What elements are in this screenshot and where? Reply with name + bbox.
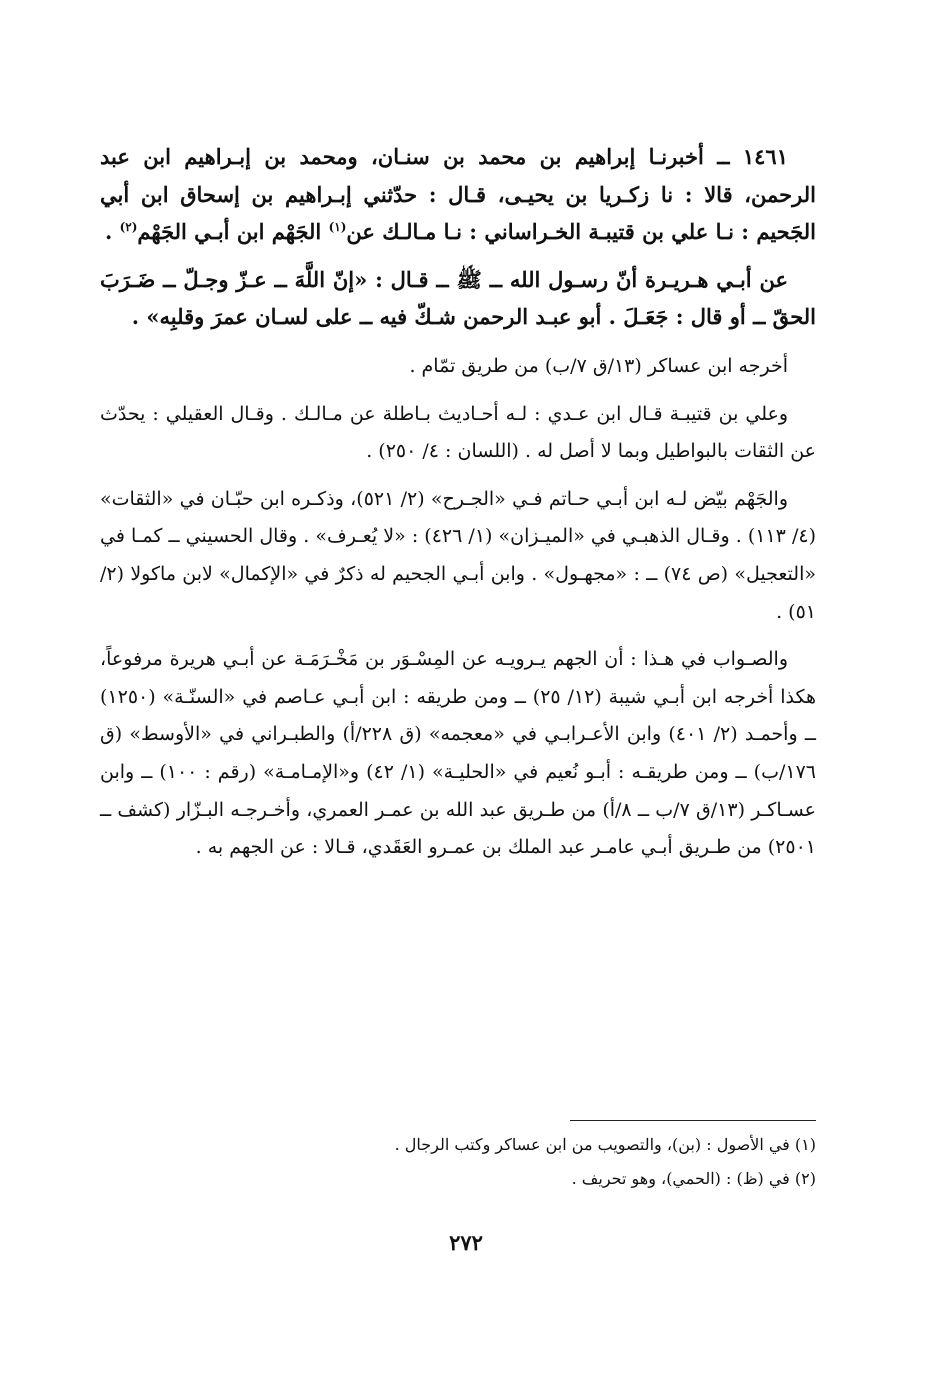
footnote-marker-2[interactable]: (٢) bbox=[119, 220, 138, 235]
isnad-end-text: الجَهْم ابن أبـي الجَهْم bbox=[137, 219, 329, 245]
isnad-close: . bbox=[104, 219, 120, 245]
footnote-2: (٢) في (ظ) : (الحمي)، وهو تحريف . bbox=[571, 1169, 816, 1188]
page-number: ٢٧٢ bbox=[449, 1230, 483, 1255]
commentary-paragraph: والجَهْم بيّض لـه ابن أبـي حـاتم فـي «الجـرح» (٢/ ٥٢١)، وذكـره ابن حبّـان في «الثقات» (٤/ ١١٣) . وقـال الذهبـي في «الميـزان» (١/ ٤٢٦) : «لا يُعـرف» . وقال الحسيني ــ كمـا في «التعجيل» (ص ٧٤) ــ : «مجهـول» . وابن أبـي الجحيم له ذكرٌ في «الإكمال» لابن ماكولا (٢/ ٥١) . bbox=[100, 487, 816, 623]
page-body bbox=[100, 138, 816, 867]
footnote-marker-1[interactable]: (١) bbox=[328, 220, 347, 235]
footnote-1: (١) في الأصول : (بن)، والتصويب من ابن عساكر وكتب الرجال . bbox=[394, 1135, 816, 1154]
footnotes bbox=[100, 1128, 816, 1196]
isnad-text: ١٤٦١ ــ أخبرنـا إبراهيم بن محمد بن سنـان، ومحمد بن إبـراهيم ابن عبد الرحمن، قالا : نا زكـريا بن يحيـى، قـال : حدّثني إبـراهيم بن إسحاق ابن أبي الجَحيم : نـا علي بن قتيبـة الخـراساني : نـا مـالـك عن bbox=[100, 144, 816, 245]
commentary-paragraph: والصـواب في هـذا : أن الجهم يـرويـه عن المِسْـوَر بن مَخْـرَمَـة عن أبـي هريرة مرفوعاً، هكذا أخرجه ابن أبـي شيبة (١٢/ ٢٥) ــ ومن طريقه : ابن أبـي عـاصم في «السنّـة» (١٢٥٠) ــ وأحمـد (٢/ ٤٠١) وابن الأعـرابـي في «معجمه» (ق ٢٢٨/أ) والطبـراني في «الأوسط» (ق ١٧٦/ب) ــ ومن طريقـه : أبـو نُعيم في «الحليـة» (١/ ٤٢) و«الإمـامـة» (رقم : ١٠٠) ــ وابن عسـاكـر (١٣/ق ٧/ب ــ ٨/أ) من طـريق عبد الله بن عمـر العمري، وأخـرجـه البـزّار (كشف ــ ٢٥٠١) من طـريق أبـي عامـر عبد الملك بن عمـرو العَقَدي، قـالا : عن الجهم به . bbox=[100, 648, 816, 859]
hadith-matn: عن أبـي هـريـرة أنّ رسـول الله ــ ﷺ ــ قـال : «إنّ اللَّهَ ــ عـزّ وجـلّ ــ ضَـرَبَ الحقّ ــ أو قال : جَعَـلَ . أبو عبـد الرحمن شـكّ فيه ــ على لسـان عمرَ وقلبِه» . bbox=[100, 266, 816, 330]
commentary-paragraph: وعلي بن قتيبـة قـال ابن عـدي : لـه أحـاديث بـاطلة عن مـالـك . وقـال العقيلي : يحدّث عن الثقات بالبواطيل وبما لا أصل له . (اللسان : ٤/ ٢٥٠) . bbox=[100, 402, 816, 463]
hadith-isnad bbox=[100, 138, 816, 251]
footnote-divider bbox=[570, 1120, 816, 1121]
commentary-paragraph: أخرجه ابن عساكر (١٣/ق ٧/ب) من طريق تمّام . bbox=[409, 354, 788, 377]
